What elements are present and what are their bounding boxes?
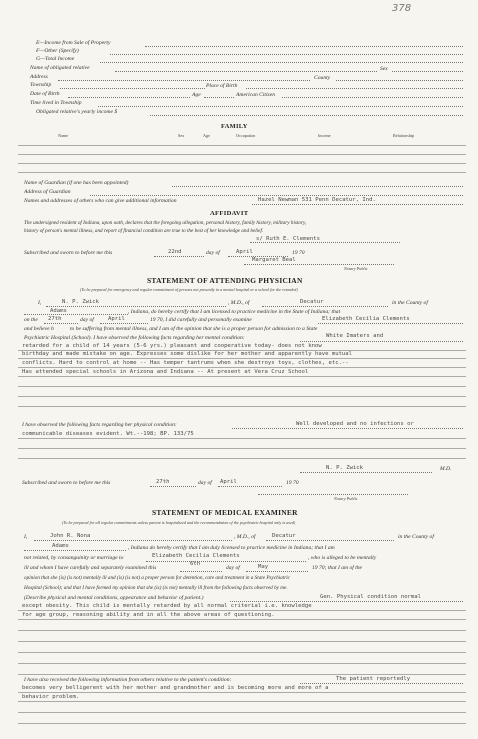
family-col-relationship: Relationship: [393, 133, 415, 138]
relative-sex-label: Sex: [380, 66, 388, 72]
examiner-line7: (Describe physical and mental conditions, appearance and behavior of patient.): [24, 595, 204, 601]
relative-township-label: Township: [30, 82, 52, 88]
examiner-day-line: [180, 571, 222, 572]
relative-time-lived-label: Time lived in Township: [30, 100, 82, 106]
affidavit-dayof-label: day of: [206, 250, 220, 256]
physician-line4b: to be suffering from mental illness, and I am of the opinion that she is a proper person for admission to a State: [70, 326, 318, 332]
physician-physical-0: Well developed and no infections or: [296, 421, 414, 427]
physician-name-line: [46, 306, 226, 307]
examiner-name-line: [34, 540, 232, 541]
affidavit-signature-line: [250, 242, 400, 243]
physician-physical-rule: [18, 448, 466, 449]
relative-sex-line: [392, 71, 463, 72]
family-col-sex: Sex: [178, 133, 185, 138]
family-col-occupation: Occupation: [236, 133, 256, 138]
physician-sub-month: April: [220, 479, 237, 485]
examiner-county-line: [24, 550, 126, 551]
income-e-line: [145, 46, 463, 47]
examiner-observation-inline: Gen. Physical condition normal: [320, 594, 422, 600]
physician-county: Adams: [50, 308, 67, 314]
examiner-other-info-rule: [18, 701, 466, 702]
physician-signature-line: [300, 472, 432, 473]
examiner-in-county-label: in the County of: [398, 534, 434, 540]
family-heading: FAMILY: [221, 123, 248, 130]
physician-city-line: [262, 306, 388, 307]
physician-notary-label: Notary Public: [334, 496, 358, 501]
physician-subtitle: (To be prepared for emergency and regular commitment of persons not presently in a mental hospital or a school for the retarded): [80, 287, 298, 292]
physician-in-county-label: in the County of: [392, 300, 428, 306]
physician-line5: Psychiatric Hospital (School). I have observed the following facts regarding her mental condition:: [24, 335, 245, 341]
physician-mental-rule: [18, 367, 466, 368]
affidavit-year: 19 70: [292, 250, 305, 256]
guardian-others-value: Hazel Newman 531 Penn Decatur, Ind.: [258, 197, 376, 203]
affidavit-signature: s/ Ruth E. Clements: [256, 236, 320, 242]
examiner-observation-rule: [18, 610, 466, 611]
affidavit-notary-label: Notary Public: [344, 266, 368, 271]
examiner-dayof-label: day of: [226, 565, 240, 571]
relative-address-line: [58, 80, 310, 81]
physician-i-label: I,: [38, 300, 42, 306]
examiner-other-info-rule: [18, 692, 466, 693]
physician-sub-month-line: [218, 486, 282, 487]
affidavit-heading: AFFIDAVIT: [210, 210, 249, 217]
examiner-i-label: I,: [24, 534, 28, 540]
affidavit-day-line: [154, 256, 204, 257]
physician-sub-year: 19 70: [286, 480, 299, 486]
income-f-line: [110, 54, 463, 55]
examiner-other-info-line: [300, 683, 463, 684]
physician-md-of-label: , M.D., of: [228, 300, 250, 306]
relative-name-line: [115, 71, 377, 72]
relative-county-line: [336, 80, 463, 81]
examiner-observation-rule: [18, 641, 466, 642]
physician-signature: N. P. Zwick: [326, 465, 364, 471]
physician-name: N. P. Zwick: [62, 299, 100, 305]
physician-physical-1: communicable diseases evident. Wt.--198; BP. 133/75: [22, 431, 194, 437]
affidavit-subscribed-label: Subscribed and sworn to before me this: [24, 250, 113, 256]
relative-age-line: [204, 97, 234, 98]
relative-citizen-label: American Citizen: [236, 92, 275, 98]
examiner-city: Decatur: [272, 533, 296, 539]
examiner-month-line: [246, 571, 308, 572]
examiner-city-line: [266, 540, 394, 541]
examiner-observation-line: [230, 601, 463, 602]
relative-dob-line: [68, 97, 190, 98]
affidavit-text-2: history of person's mental illness, and report of financial condition are true to the best of her knowledge and belief.: [24, 228, 264, 234]
examiner-other-info-1: becomes very belligerent with her mother and grandmother and is becoming more and more of a: [22, 685, 329, 691]
relative-birthplace-label: Place of Birth: [206, 83, 238, 89]
affidavit-notary-name: Margaret Beal: [252, 257, 296, 263]
physician-mental-rule: [18, 406, 466, 407]
examiner-heading: STATEMENT OF MEDICAL EXAMINER: [152, 508, 298, 517]
examiner-observation-rule: [18, 619, 466, 620]
examiner-other-info-label: I have also received the following information from others relative to the patient's condition:: [24, 677, 232, 683]
relative-birthplace-line: [246, 88, 463, 89]
examiner-line3b: , who is alleged to be mentally: [308, 555, 377, 561]
physician-mental-3: conflicts. Hard to control at home -- Has temper tantrums when she destroys toys, clothes, etc.--: [22, 360, 349, 366]
examiner-other-info-rule: [18, 723, 466, 724]
examiner-observation-rule: [18, 663, 466, 664]
affidavit-month: April: [236, 249, 253, 255]
examiner-line5: opinion that she (is) (is not) mentally ill and (is) (is not) a proper person for detention, care and treatment in a State Psychiatric: [24, 575, 290, 581]
family-row-line: [18, 172, 466, 173]
physician-month-line: [100, 323, 148, 324]
income-e-label: E—Income from Sale of Property: [36, 40, 111, 46]
physician-sub-dayof-label: day of: [198, 480, 212, 486]
guardian-others-label: Names and addresses of others who can give additional information: [24, 198, 177, 204]
examiner-line3a: not related, by consanguinity or marriage to: [24, 555, 124, 561]
physician-notary-line: [258, 494, 408, 495]
relative-time-lived-line: [98, 106, 463, 107]
physician-mental-rule: [18, 358, 466, 359]
family-row-line: [18, 145, 466, 146]
page-number: 378: [392, 3, 412, 14]
physician-subscribed-label: Subscribed and sworn to before me this: [22, 480, 111, 486]
examiner-line4a: ill and whom I have carefully and separately examined this: [24, 565, 157, 571]
relative-township-line: [60, 88, 205, 89]
examiner-county: Adams: [52, 543, 69, 549]
physician-year-text: 19 70, I did carefully and personally examine: [150, 317, 252, 323]
examiner-line2: , Indiana do hereby certify that I am duly licensed to practice medicine in Indiana; that I am: [128, 545, 335, 551]
physician-md-label: M.D.: [440, 466, 452, 472]
examiner-subtitle: (To be prepared for all regular commitments unless patient is hospitalized and the recommendation of the psychiatric hospital only is used): [62, 520, 296, 525]
guardian-name-label: Name of Guardian (if one has been appointed): [24, 180, 129, 186]
examiner-other-info-2: behavior problem.: [22, 694, 80, 700]
examiner-other-info-rule: [18, 712, 466, 713]
income-g-label: G—Total Income: [36, 56, 75, 62]
examiner-patient-line: [146, 561, 306, 562]
income-g-line: [100, 62, 463, 63]
examiner-observation-0: except obesity. This child is mentally retarded by all normal criterial i.e. knowledge: [22, 603, 312, 609]
family-col-income: Income: [318, 133, 331, 138]
affidavit-text-1: The undersigned resident of Indiana, upon oath, declares that the foregoing allegation, personal history, family history, military history,: [24, 220, 307, 226]
physician-patient-line: [318, 323, 463, 324]
guardian-name-line: [172, 186, 463, 187]
relative-citizen-line: [282, 97, 463, 98]
physician-line2: , Indiana, do hereby certify that I am licensed to practice medicine in the State of Indiana; that: [128, 309, 341, 315]
physician-physical-label: I have observed the following facts regarding her physical condition:: [22, 422, 177, 428]
examiner-day: 6th: [190, 561, 201, 567]
relative-county-label: County: [314, 75, 331, 81]
income-f-label: F—Other (Specify): [36, 48, 79, 54]
physician-month: April: [108, 316, 125, 322]
physician-sub-day: 27th: [156, 479, 170, 485]
relative-address-label: Address: [30, 74, 48, 80]
examiner-md-of-label: , M.D., of: [234, 534, 256, 540]
examiner-line6: Hospital (School); and that I have formed my opinion that she (is) (is not) mentally ill from the following facts observed by me.: [24, 585, 288, 591]
family-col-name: Name: [58, 133, 68, 138]
guardian-address-line: [90, 195, 463, 196]
affidavit-notary-line: [244, 264, 394, 265]
examiner-patient: Elizabeth Cecilia Clements: [152, 553, 240, 559]
physician-patient: Elizabeth Cecilia Clements: [322, 316, 410, 322]
physician-on-the-label: on the: [24, 317, 38, 323]
family-row-line: [18, 154, 466, 155]
examiner-month: May: [258, 564, 269, 570]
examiner-observation-rule: [18, 630, 466, 631]
physician-mental-1: retarded for a child of 14 years (5-6 yrs.) pleasant and cooperative today- does not know: [22, 343, 322, 349]
family-col-age: Age: [203, 133, 210, 138]
examiner-observation-rule: [18, 652, 466, 653]
examiner-other-info-0: The patient reportedly: [336, 676, 411, 682]
physician-mental-2: birthday and made mistake on age. Expresses some dislike for her mother and apparently have mutual: [22, 351, 353, 357]
relative-income-label: Obligated relative's yearly income $: [36, 109, 118, 115]
physician-mental-rule: [18, 396, 466, 397]
physician-physical-line: [232, 428, 463, 429]
examiner-observation-rule: [18, 674, 466, 675]
guardian-address-label: Address of Guardian: [24, 189, 71, 195]
physician-heading: STATEMENT OF ATTENDING PHYSICIAN: [147, 276, 303, 285]
physician-sub-day-line: [150, 486, 196, 487]
physician-mental-4: Has attended special schools in Arizona and Indiana -- At present at Vera Cruz School: [22, 369, 309, 375]
relative-age-label: Age: [192, 92, 201, 98]
physician-line4a: and believe h: [24, 326, 54, 332]
relative-income-line: [150, 115, 463, 116]
physician-physical-rule: [18, 458, 466, 459]
physician-city: Decatur: [300, 299, 324, 305]
physician-day: 27th: [48, 316, 62, 322]
affidavit-day: 22nd: [168, 249, 182, 255]
examiner-name: John R. Nona: [50, 533, 91, 539]
family-row-line: [18, 163, 466, 164]
physician-physical-rule: [18, 438, 466, 439]
physician-mental-rule: [18, 386, 466, 387]
relative-name-label: Name of obligated relative: [30, 65, 90, 71]
examiner-observation-1: for age group, reasoning ability and in all the above areas of questioning.: [22, 612, 275, 618]
physician-county-line: [24, 314, 128, 315]
guardian-others-line: [252, 204, 463, 205]
examiner-line4b: 19 70; that I am of the: [312, 565, 363, 571]
physician-day-line: [44, 323, 78, 324]
physician-day-of-label: day of: [80, 317, 94, 323]
physician-mental-rule: [18, 376, 466, 377]
relative-dob-label: Date of Birth: [30, 91, 60, 97]
physician-mental-0: White Imaters and: [326, 333, 384, 339]
physician-mental-line-0: [300, 341, 463, 342]
